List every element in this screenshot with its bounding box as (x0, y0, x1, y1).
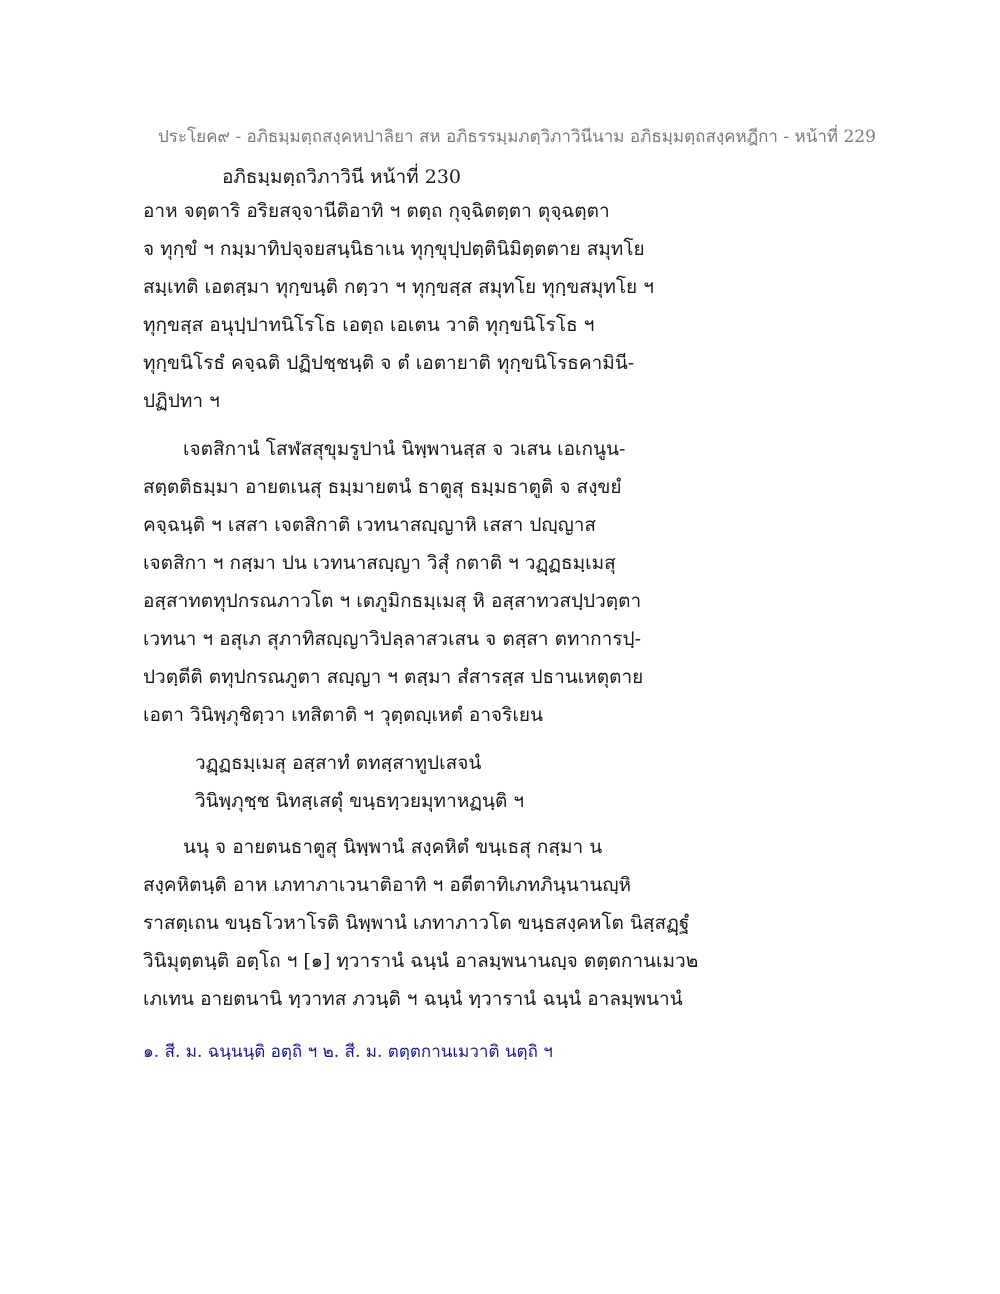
text-line: อสฺสาทตทุปกรณภาวโต ฯ เตภูมิกธมฺเมสุ หิ อสฺสาทวสปฺปวตฺตา (143, 590, 642, 612)
page-heading: อภิธมฺมตฺถวิภาวินี หน้าที่ 230 (222, 166, 461, 188)
text-line: เวทนา ฯ อสุเภ สุภาทิสญฺญาวิปลฺลาสวเสน จ ตสฺสา ตทาการปฺ- (143, 628, 641, 650)
text-line: เจตสิกา ฯ กสฺมา ปน เวทนาสญฺญา วิสุํ กตาติ ฯ วฏฺฏธมฺเมสุ (143, 552, 616, 574)
text-line: สมฺเทติ เอตสฺมา ทุกฺขนฺติ กตฺวา ฯ ทุกฺขสฺส สมุทโย ทุกฺขสมุทโย ฯ (143, 276, 654, 298)
text-line: สตฺตติธมฺมา อายตเนสุ ธมฺมายตนํ ธาตูสุ ธมฺมธาตูติ จ สงฺขยํ (143, 476, 622, 498)
text-line: เภเทน อายตนานิ ทฺวาทส ภวนฺติ ฯ ฉนฺนํ ทฺวารานํ ฉนฺนํ อาลมฺพนานํ (143, 988, 683, 1010)
verse-line: วินิพฺภุชฺช นิทสฺเสตุํ ขนฺธทฺวยมุทาหฏนฺติ ฯ (195, 790, 525, 812)
text-line: ทุกฺขนิโรธํ คจฺฉติ ปฏิปชฺชนฺติ จ ตํ เอตายาติ ทุกฺขนิโรธคามินี- (143, 352, 635, 374)
running-header: ประโยค๙ - อภิธมฺมตฺถสงฺคหปาลิยา สห อภิธรรมฺมภตฺวิภาวินีนาม อภิธมฺมตฺถสงฺคหฎีกา - หน้าที่ 229 (158, 127, 876, 147)
text-line: เอตา วินิพฺภุชิตฺวา เทสิตาติ ฯ วุตฺตญฺเหตํ อาจริเยน (143, 704, 543, 726)
text-line: คจฺฉนฺติ ฯ เสสา เจตสิกาติ เวทนาสญฺญาหิ เสสา ปญฺญาส (143, 514, 597, 536)
text-line: นนุ จ อายตนธาตูสุ นิพฺพานํ สงฺคหิตํ ขนฺเธสุ กสฺมา น (183, 836, 603, 858)
text-line: เจตสิกานํ โสฬสสุขุมรูปานํ นิพฺพานสฺส จ วเสน เอเกนูน- (183, 438, 626, 460)
footnote: ๑. สี. ม. ฉนฺนนฺติ อตฺถิ ฯ ๒. สี. ม. ตตฺตกานเมวาติ นตฺถิ ฯ (143, 1042, 553, 1062)
text-line: อาห จตฺตาริ อริยสจฺจานีติอาทิ ฯ ตตฺถ กุจฺฉิตตฺตา ตุจฺฉตฺตา (143, 200, 610, 222)
text-line: ปฏิปทา ฯ (143, 390, 220, 412)
text-line: ราสตฺเถน ขนฺธโวหาโรติ นิพฺพานํ เภทาภาวโต ขนฺธสงฺคหโต นิสฺสฏฺฐํ (143, 912, 690, 934)
verse-line: วฏฺฏธมฺเมสุ อสฺสาทํ ตทสฺสาทูปเสจนํ (195, 752, 482, 774)
text-line: วินิมุตฺตนฺติ อตฺโถ ฯ [๑] ทฺวารานํ ฉนฺนํ อาลมฺพนานญฺจ ตตฺตกานเมว๒ (143, 950, 699, 972)
text-line: ปวตฺตีติ ตทุปกรณภูตา สญฺญา ฯ ตสฺมา สํสารสฺส ปธานเหตุตาย (143, 666, 644, 688)
text-line: ทุกฺขสฺส อนุปฺปาทนิโรโธ เอตฺถ เอเตน วาติ ทุกฺขนิโรโธ ฯ (143, 314, 595, 336)
text-line: จ ทุกฺขํ ฯ กมฺมาทิปจฺจยสนฺนิธาเน ทุกฺขุปฺปตฺตินิมิตฺตตาย สมุทโย (143, 238, 645, 260)
text-line: สงฺคหิตนฺติ อาห เภทาภาเวนาติอาทิ ฯ อตีตาทิเภทภินฺนานญฺหิ (143, 874, 632, 896)
